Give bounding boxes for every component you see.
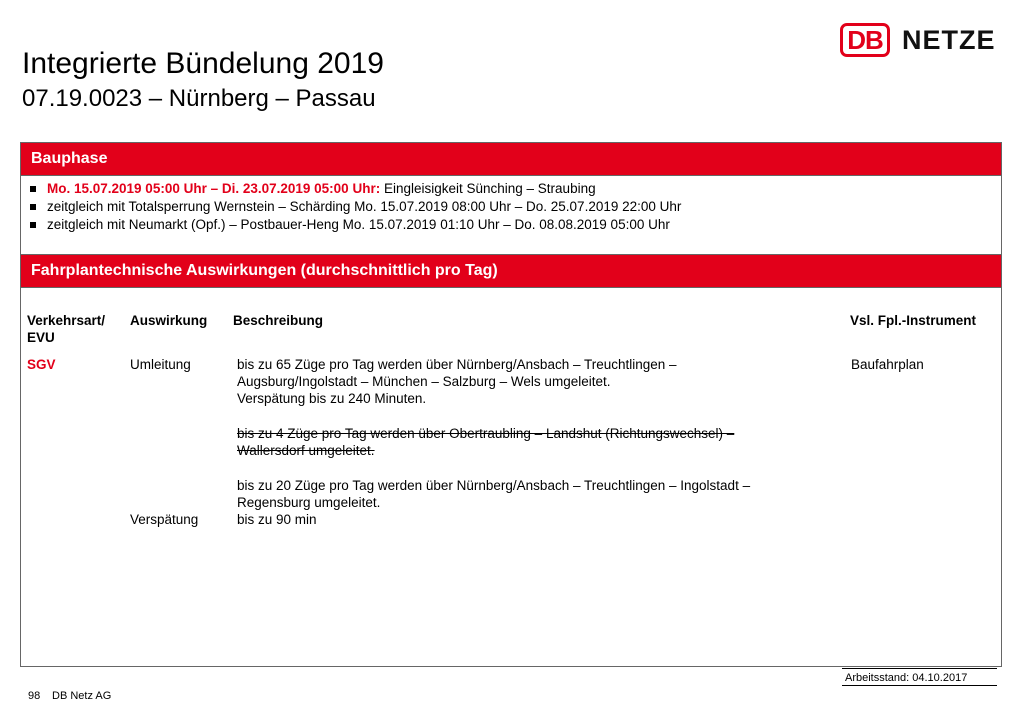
desc-line: Regensburg umgeleitet. — [237, 495, 381, 510]
desc-line: bis zu 65 Züge pro Tag werden über Nürnberg/Ansbach – Treuchtlingen – — [237, 357, 677, 372]
page-number: 98 — [28, 690, 41, 702]
bauphase-list — [21, 176, 1001, 234]
netze-logo-text: NETZE — [902, 24, 996, 55]
desc-line: Verspätung bis zu 240 Minuten. — [237, 391, 427, 406]
cell-instrument: Baufahrplan — [851, 357, 924, 372]
bauphase-item-text: zeitgleich mit Neumarkt (Opf.) – Postbauer-Heng Mo. 15.07.2019 01:10 Uhr – Do. 08.08.2019 05:00 Uhr — [47, 217, 670, 232]
cell-verkehrsart: SGV — [27, 357, 56, 372]
bauphase-item-text: zeitgleich mit Totalsperrung Wernstein – Schärding Mo. 15.07.2019 08:00 Uhr – Do. 25.07.2019 22:00 Uhr — [47, 199, 682, 214]
bauphase-section — [20, 142, 1002, 255]
desc-line: Augsburg/Ingolstadt – München – Salzburg – Wels umgeleitet. — [237, 374, 611, 389]
bauphase-item-highlight: Mo. 15.07.2019 05:00 Uhr – Di. 23.07.2019 05:00 Uhr: — [47, 181, 381, 196]
cell-auswirkung-umleitung: Umleitung — [130, 357, 191, 372]
desc-line: bis zu 4 Züge pro Tag werden über Obertraubling – Landshut (Richtungswechsel) – — [237, 426, 735, 441]
arbeitsstand: Arbeitsstand: 04.10.2017 — [845, 672, 968, 684]
desc-line: bis zu 20 Züge pro Tag werden über Nürnberg/Ansbach – Treuchtlingen – Ingolstadt – — [237, 478, 751, 493]
bauphase-heading: Bauphase — [21, 143, 1001, 176]
page-subtitle: 07.19.0023 – Nürnberg – Passau — [22, 85, 376, 112]
auswirkungen-heading: Fahrplantechnische Auswirkungen (durchschnittlich pro Tag) — [21, 255, 1001, 288]
footer-divider-top — [842, 668, 997, 669]
company-name: DB Netz AG — [52, 690, 112, 702]
page-title: Integrierte Bündelung 2019 — [22, 47, 384, 80]
col-header-instrument: Vsl. Fpl.-Instrument — [850, 313, 977, 328]
bauphase-item-text: Eingleisigkeit Sünching – Straubing — [380, 181, 596, 196]
col-header-auswirkung: Auswirkung — [130, 313, 208, 328]
bauphase-item — [47, 180, 1001, 198]
col-header-verkehrsart — [27, 312, 105, 346]
bauphase-item — [47, 198, 1001, 216]
desc-line: Wallersdorf umgeleitet. — [237, 443, 375, 458]
col-header-beschreibung: Beschreibung — [233, 313, 324, 328]
db-netze-logo — [840, 20, 996, 60]
cell-auswirkung-verspaetung: Verspätung — [130, 512, 199, 527]
db-logo-box: DB — [840, 23, 890, 57]
cell-beschreibung-2-struck — [237, 425, 734, 459]
footer-divider-bottom — [842, 685, 997, 686]
col-header-verkehrsart-line2: EVU — [27, 330, 55, 345]
cell-beschreibung-3 — [237, 477, 750, 511]
bauphase-item — [47, 216, 1001, 234]
cell-beschreibung-4: bis zu 90 min — [237, 512, 317, 527]
col-header-verkehrsart-line1: Verkehrsart/ — [27, 313, 106, 328]
cell-beschreibung-1 — [237, 356, 677, 407]
